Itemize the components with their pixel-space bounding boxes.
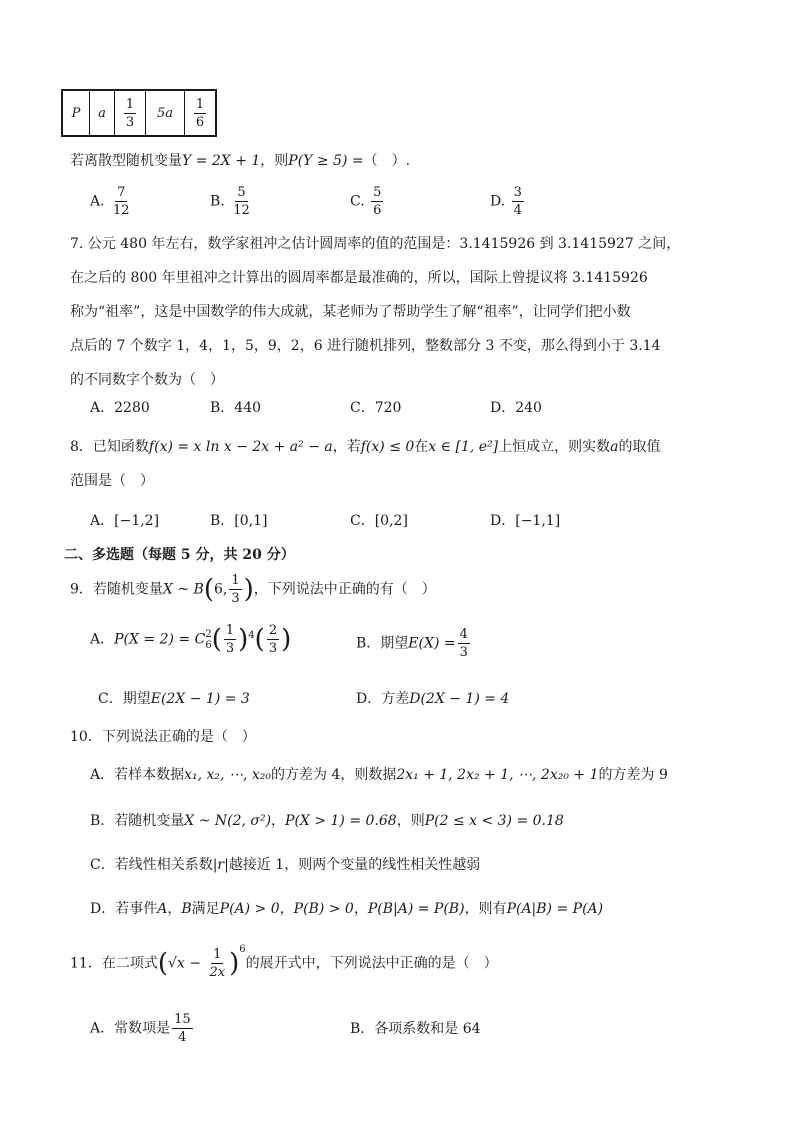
q6-stem: 若离散型随机变量Y = 2X + 1，则P(Y ≥ 5) =（ ）. [70,153,411,169]
table-cell-a: a [90,90,115,136]
q11-option-a: A．常数项是 $\frac{15}{4}$ [90,1012,191,1045]
table-cell-p: P [62,90,90,136]
q6-option-c: C. $\frac{5}{6}$ [350,185,382,218]
section-2-heading: 二、多选题（每题 5 分，共 20 分） [64,547,295,563]
q10-option-b: B．若随机变量X ~ N(2, σ²)，P(X > 1) = 0.68，则P(2 ≤ x < 3) = 0.18 [90,813,564,829]
q8-option-d: D．[−1,1] [490,513,561,529]
q7-line-2: 在之后的 800 年里祖冲之计算出的圆周率都是最准确的，所以，国际上曾提议将 3.1415926 [70,270,648,286]
q6-option-d: D. $\frac{3}{4}$ [490,185,522,218]
q8-option-a: A．[−1,2] [90,513,160,529]
q10-option-a: A．若样本数据x₁, x₂, ⋯, x₂₀的方差为 4，则数据2x₁ + 1, 2x₂ + 1, ⋯, 2x₂₀ + 1的方差为 9 [90,767,668,783]
q8-option-c: C．[0,2] [350,513,408,529]
q8-option-b: B．[0,1] [210,513,268,529]
q6-option-b: B. $\frac{5}{12}$ [210,185,250,218]
q9-option-b: B．期望E(X) = $\frac{4}{3}$ [356,627,468,660]
q7-line-5: 的不同数字个数为（ ） [70,372,224,388]
q7-option-c: C．720 [350,400,402,416]
q7-line-3: 称为“祖率”，这是中国数学的伟大成就，某老师为了帮助学生了解“祖率”，让同学们把小数 [70,304,631,320]
distribution-table [61,89,217,137]
q6-option-a: A. $\frac{7}{12}$ [90,185,130,218]
q9-option-d: D．方差D(2X − 1) = 4 [356,691,510,707]
q9-stem: 9．若随机变量X ~ B(6, $\frac{1}{3}$ )，下列说法中正确的有（ ） [70,573,436,606]
q9-option-a: A．P(X = 2) = C 2 6 ( $\frac{1}{3}$ )$^4$( $\frac{2}{3}$ ) [90,623,292,656]
table-cell-one-sixth: $\frac{1}{6}$ [185,90,217,136]
q7-option-d: D．240 [490,400,542,416]
q7-option-b: B．440 [210,400,262,416]
q8-line-1: 8．已知函数f(x) = x ln x − 2x + a² − a，若f(x) ≤ 0在x ∈ [1, e²]上恒成立，则实数a的取值 [70,439,661,455]
q9-option-c: C．期望E(2X − 1) = 3 [98,691,250,707]
table-cell-5a: 5a [146,90,185,136]
q7-option-a: A．2280 [90,400,150,416]
q10-stem: 10．下列说法正确的是（ ） [70,729,256,745]
q11-stem: 11．在二项式(√x − $\frac{1}{2x}$ )$^6$的展开式中，下列说法中正确的是（ ） [70,943,498,980]
q7-line-1: 7. 公元 480 年左右，数学家祖冲之估计圆周率的值的范围是：3.1415926 到 3.1415927 之间， [70,236,681,252]
q10-option-c: C．若线性相关系数|r|越接近 1，则两个变量的线性相关性越弱 [90,857,481,873]
q7-line-4: 点后的 7 个数字 1，4，1，5，9，2，6 进行随机排列，整数部分 3 不变，那么得到小于 3.14 [70,338,661,354]
table-cell-one-third: $\frac{1}{3}$ [115,90,146,136]
q11-option-b: B．各项系数和是 64 [350,1021,481,1037]
q8-line-2: 范围是（ ） [70,473,154,489]
q10-option-d: D．若事件A，B满足P(A) > 0，P(B) > 0，P(B|A) = P(B)，则有P(A|B) = P(A) [90,901,604,917]
